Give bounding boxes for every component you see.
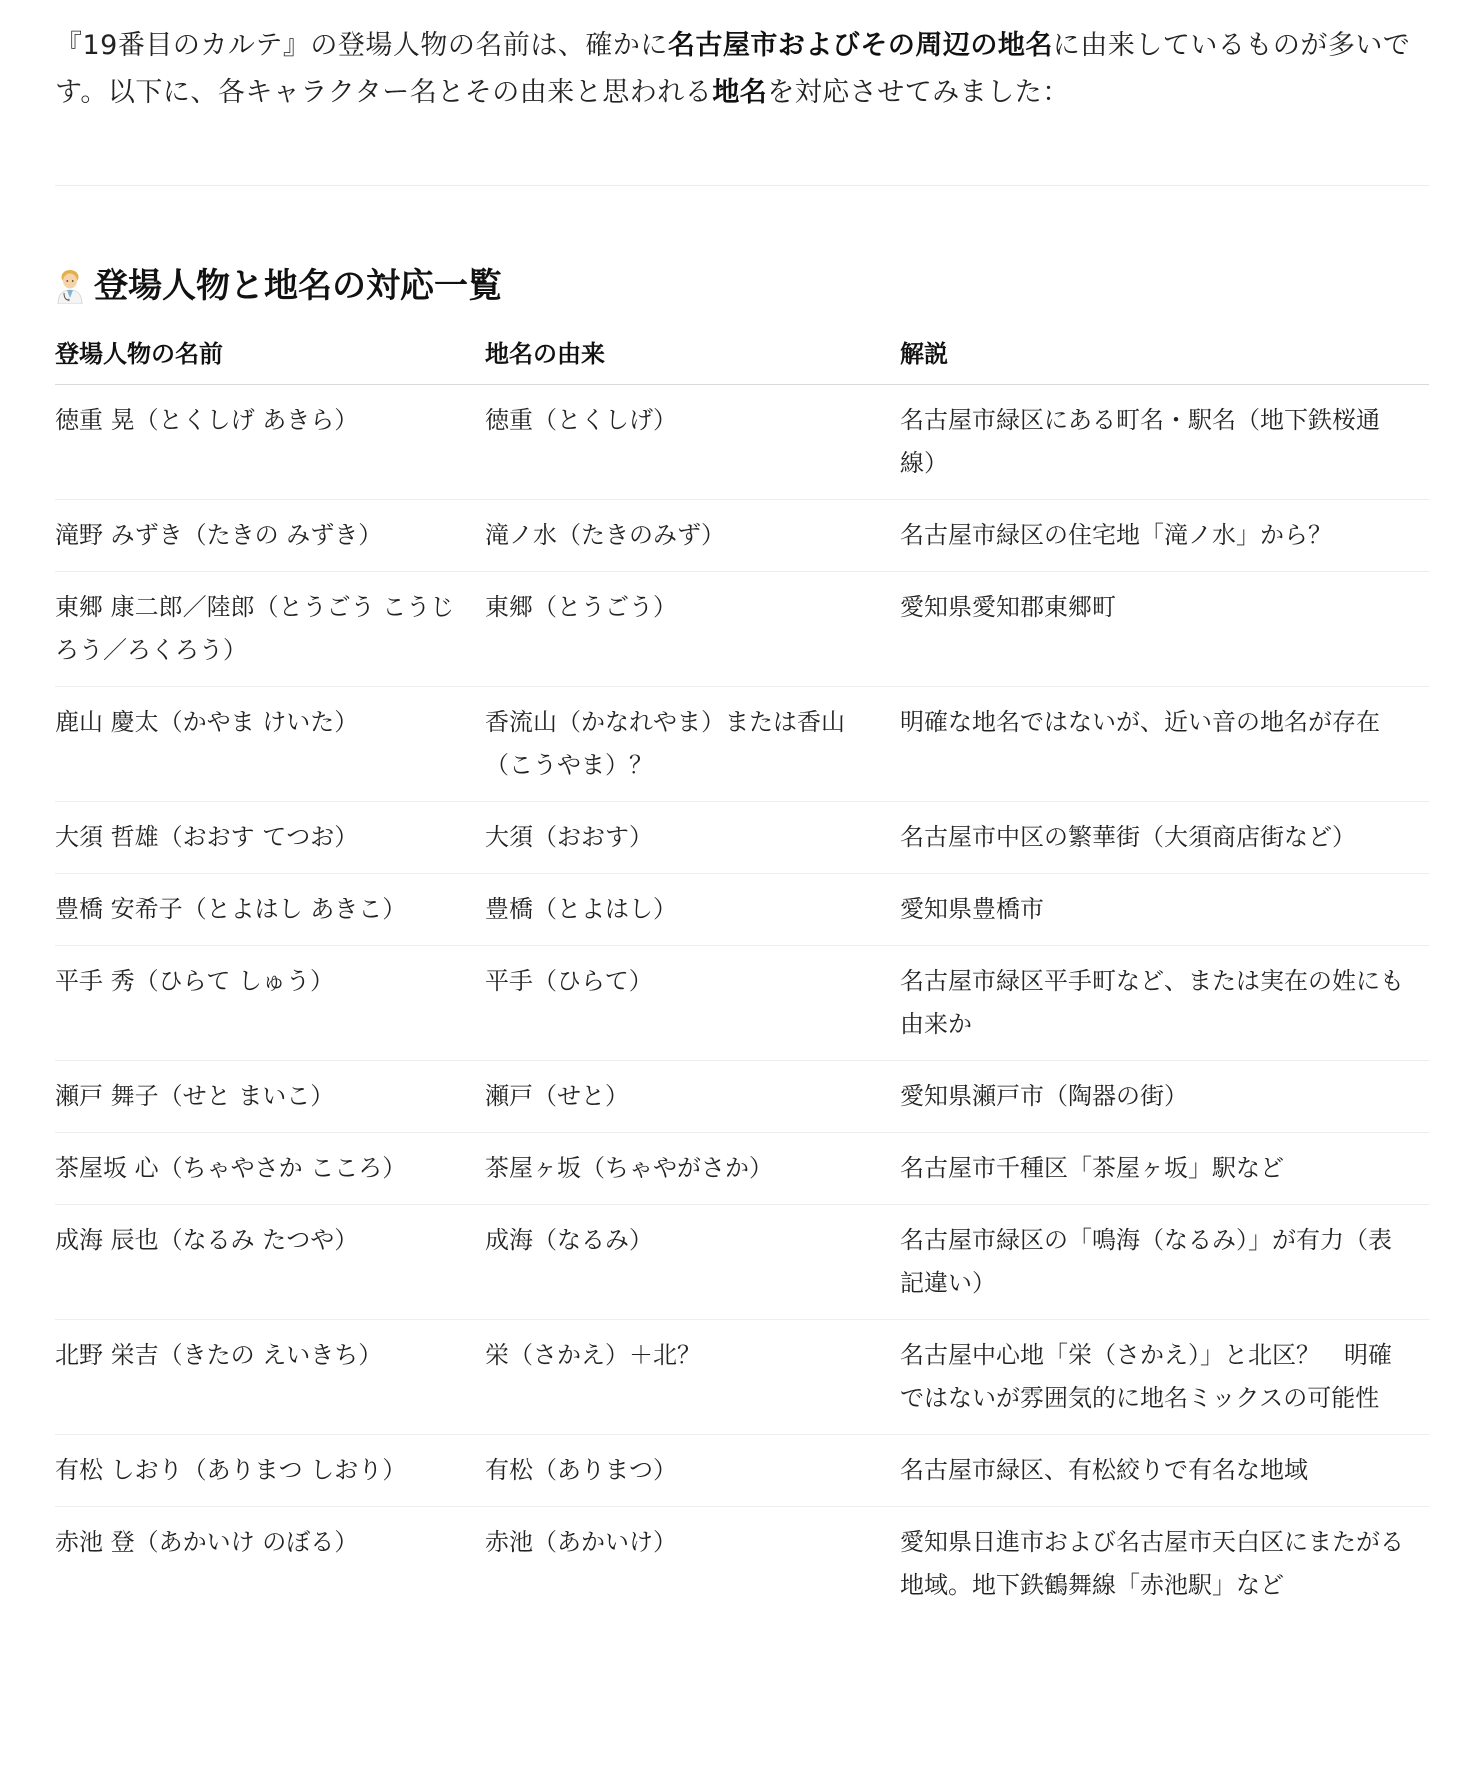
cell-explanation: 愛知県日進市および名古屋市天白区にまたがる地域。地下鉄鶴舞線「赤池駅」など bbox=[900, 1528, 1404, 1599]
table-row bbox=[55, 802, 1429, 874]
cell-place-origin: 大須（おおす） bbox=[485, 802, 900, 874]
section-title-text: 登場人物と地名の対応一覧 bbox=[94, 266, 502, 306]
table-row bbox=[55, 385, 1429, 500]
cell-character-name: 鹿山 慶太（かやま けいた） bbox=[55, 687, 485, 802]
cell-explanation: 名古屋市緑区の「鳴海（なるみ）」が有力（表記違い） bbox=[900, 1205, 1429, 1320]
cell-place-origin: 瀬戸（せと） bbox=[485, 1061, 900, 1133]
table-row bbox=[55, 1061, 1429, 1133]
table-row bbox=[55, 687, 1429, 802]
cell-place-origin: 香流山（かなれやま）または香山（こうやま）？ bbox=[485, 687, 900, 802]
table-row bbox=[55, 500, 1429, 572]
table-row bbox=[55, 1320, 1429, 1435]
section-divider bbox=[55, 185, 1429, 186]
cell-place-origin: 栄（さかえ）＋北？ bbox=[485, 1320, 900, 1435]
cell-character-name: 徳重 晃（とくしげ あきら） bbox=[55, 385, 485, 500]
header-explanation: 解説 bbox=[900, 324, 1429, 385]
cell-explanation: 名古屋市千種区「茶屋ヶ坂」駅など bbox=[900, 1133, 1429, 1205]
intro-text-3: を対応させてみました： bbox=[767, 77, 1070, 108]
cell-place-origin: 東郷（とうごう） bbox=[485, 572, 900, 687]
header-place-origin: 地名の由来 bbox=[485, 324, 900, 385]
intro-text-2: に由来しているものが多いです。以下に、各キャラクター名とその由来と思われる bbox=[55, 30, 1411, 108]
cell-place-origin: 滝ノ水（たきのみず） bbox=[485, 500, 900, 572]
cell-explanation: 愛知県瀬戸市（陶器の街） bbox=[900, 1061, 1429, 1133]
cell-place-origin: 有松（ありまつ） bbox=[485, 1435, 900, 1507]
cell-explanation: 名古屋市緑区、有松絞りで有名な地域 bbox=[900, 1435, 1429, 1507]
name-origin-table bbox=[55, 324, 1429, 1621]
table-header-row bbox=[55, 324, 1429, 385]
cell-character-name: 赤池 登（あかいけ のぼる） bbox=[55, 1528, 359, 1556]
cell-place-origin: 茶屋ヶ坂（ちゃやがさか） bbox=[485, 1133, 900, 1205]
cell-place-origin: 赤池（あかいけ） bbox=[485, 1528, 677, 1556]
intro-bold-1: 名古屋市およびその周辺の地名 bbox=[667, 30, 1053, 61]
cell-character-name: 平手 秀（ひらて しゅう） bbox=[55, 946, 485, 1061]
table-row bbox=[55, 1133, 1429, 1205]
cell-place-origin: 平手（ひらて） bbox=[485, 946, 900, 1061]
doctor-emoji-icon bbox=[55, 268, 85, 304]
cell-place-origin: 徳重（とくしげ） bbox=[485, 385, 900, 500]
cell-character-name: 瀬戸 舞子（せと まいこ） bbox=[55, 1061, 485, 1133]
cell-explanation: 名古屋市緑区にある町名・駅名（地下鉄桜通線） bbox=[900, 385, 1429, 500]
header-character-name: 登場人物の名前 bbox=[55, 324, 485, 385]
intro-text-1: 『19番目のカルテ』の登場人物の名前は、確かに bbox=[55, 30, 668, 61]
cell-explanation: 名古屋市緑区平手町など、または実在の姓にも由来か bbox=[900, 946, 1429, 1061]
cell-place-origin: 豊橋（とよはし） bbox=[485, 874, 900, 946]
cell-character-name: 大須 哲雄（おおす てつお） bbox=[55, 802, 485, 874]
section-heading bbox=[55, 262, 1429, 310]
cell-explanation: 明確な地名ではないが、近い音の地名が存在 bbox=[900, 687, 1429, 802]
intro-bold-2: 地名 bbox=[712, 77, 768, 108]
cell-explanation: 愛知県愛知郡東郷町 bbox=[900, 572, 1429, 687]
cell-explanation: 名古屋中心地「栄（さかえ）」と北区？ 明確ではないが雰囲気的に地名ミックスの可能性 bbox=[900, 1320, 1429, 1435]
table-row bbox=[55, 874, 1429, 946]
cell-character-name: 茶屋坂 心（ちゃやさか こころ） bbox=[55, 1133, 485, 1205]
table-row bbox=[55, 1205, 1429, 1320]
cell-explanation: 名古屋市緑区の住宅地「滝ノ水」から？ bbox=[900, 500, 1429, 572]
table-row bbox=[55, 1435, 1429, 1507]
table-row bbox=[55, 572, 1429, 687]
cell-character-name: 豊橋 安希子（とよはし あきこ） bbox=[55, 874, 485, 946]
cell-place-origin: 成海（なるみ） bbox=[485, 1205, 900, 1320]
table-row bbox=[55, 946, 1429, 1061]
cell-character-name: 北野 栄吉（きたの えいきち） bbox=[55, 1320, 485, 1435]
cell-explanation: 名古屋市中区の繁華街（大須商店街など） bbox=[900, 802, 1429, 874]
cell-explanation: 愛知県豊橋市 bbox=[900, 874, 1429, 946]
cell-character-name: 東郷 康二郎／陸郎（とうごう こうじろう／ろくろう） bbox=[55, 572, 485, 687]
intro-paragraph bbox=[55, 0, 1429, 116]
table-row bbox=[55, 1507, 1429, 1622]
cell-character-name: 滝野 みずき（たきの みずき） bbox=[55, 500, 485, 572]
cell-character-name: 成海 辰也（なるみ たつや） bbox=[55, 1205, 485, 1320]
cell-character-name: 有松 しおり（ありまつ しおり） bbox=[55, 1435, 485, 1507]
